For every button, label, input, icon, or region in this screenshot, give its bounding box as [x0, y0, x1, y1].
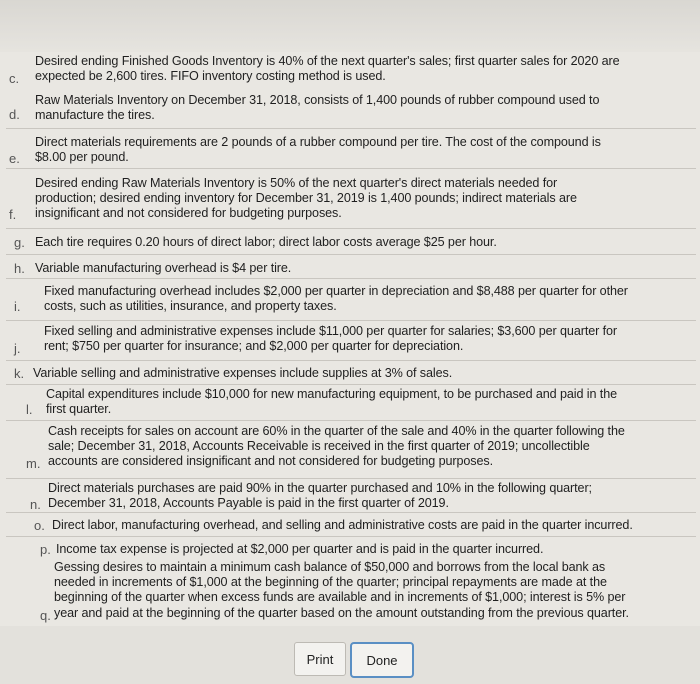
list-item — [6, 254, 696, 279]
list-item — [6, 128, 696, 169]
item-letter: p. — [40, 542, 51, 557]
list-item — [6, 42, 696, 90]
item-text: Direct materials requirements are 2 pounds of a rubber compound per tire. The cost of the compound is $8.00 per pound. — [35, 135, 601, 165]
item-text: Variable selling and administrative expenses include supplies at 3% of sales. — [33, 366, 453, 380]
list-item — [6, 384, 696, 421]
assumptions-list — [6, 42, 696, 622]
item-letter: g. — [14, 235, 25, 250]
item-text: Capital expenditures include $10,000 for new manufacturing equipment, to be purchased and paid in the first quarter. — [46, 387, 618, 417]
item-text: Variable manufacturing overhead is $4 per tire. — [35, 261, 292, 275]
done-button[interactable]: Done — [350, 642, 414, 678]
item-letter: l. — [26, 402, 33, 417]
item-text: Fixed selling and administrative expenses include $11,000 per quarter for salaries; $3,600 per quarter for rent; $750 per quarter for insurance; and $2,000 per quarter for depreciation. — [44, 324, 618, 354]
list-item — [6, 278, 696, 321]
item-text: Desired ending Finished Goods Inventory is 40% of the next quarter's sales; first quarter sales for 2020 are expected be 2,600 tires. FIFO inventory costing method is used. — [35, 54, 620, 84]
item-text: Direct labor, manufacturing overhead, and selling and administrative costs are paid in the quarter incurred. — [52, 518, 633, 532]
list-item — [6, 558, 696, 622]
item-letter: o. — [34, 518, 45, 533]
item-letter: c. — [9, 71, 20, 86]
item-letter: m. — [26, 456, 41, 471]
item-letter: q. — [40, 608, 51, 623]
list-item — [6, 228, 696, 255]
item-letter: f. — [9, 207, 17, 222]
item-letter: n. — [30, 497, 41, 512]
item-letter: j. — [14, 341, 21, 356]
item-text: Income tax expense is projected at $2,000 per quarter and is paid in the quarter incurred. — [56, 542, 544, 556]
item-letter: h. — [14, 261, 25, 276]
list-item — [6, 320, 696, 361]
item-letter: e. — [9, 151, 20, 166]
item-text: Desired ending Raw Materials Inventory is 50% of the next quarter's direct materials needed for production; desired ending inventory for December 31, 2019 is 1,400 pounds; indirect materials are insignificant and not considered for budgeting purposes. — [35, 176, 577, 221]
list-item — [6, 420, 696, 479]
item-text: Each tire requires 0.20 hours of direct labor; direct labor costs average $25 per hour. — [35, 235, 497, 249]
list-item — [6, 168, 696, 229]
list-item — [6, 90, 696, 128]
item-text: Cash receipts for sales on account are 60% in the quarter of the sale and 40% in the quarter following the sale; December 31, 2018, Accounts Receivable is received in the first quarter of 2019; uncollectible accounts are considered insignificant and not considered for budgeting purposes. — [48, 424, 625, 469]
item-text: Gessing desires to maintain a minimum cash balance of $50,000 and borrows from the local bank as needed in increments of $1,000 at the beginning of the quarter; principal repayments are made at the beginning of the quarter when excess funds are available and in increments of $1,000; interest is 5% per year and paid at the beginning of the quarter based on the amount outstanding from the previous quarter. — [54, 560, 629, 620]
item-letter: d. — [9, 107, 20, 122]
item-text: Fixed manufacturing overhead includes $2,000 per quarter in depreciation and $8,488 per quarter for other costs, such as utilities, insurance, and property taxes. — [44, 284, 628, 314]
item-letter: i. — [14, 299, 21, 314]
item-text: Raw Materials Inventory on December 31, 2018, consists of 1,400 pounds of rubber compound used to manufacture the tires. — [35, 93, 600, 123]
list-item — [6, 478, 696, 513]
list-item — [6, 360, 696, 385]
list-item — [6, 512, 696, 537]
print-button[interactable]: Print — [294, 642, 346, 676]
item-letter: k. — [14, 366, 25, 381]
item-text: Direct materials purchases are paid 90% in the quarter purchased and 10% in the following quarter; December 31, 2018, Accounts Payable is paid in the first quarter of 2019. — [48, 481, 592, 511]
list-item — [6, 536, 696, 559]
